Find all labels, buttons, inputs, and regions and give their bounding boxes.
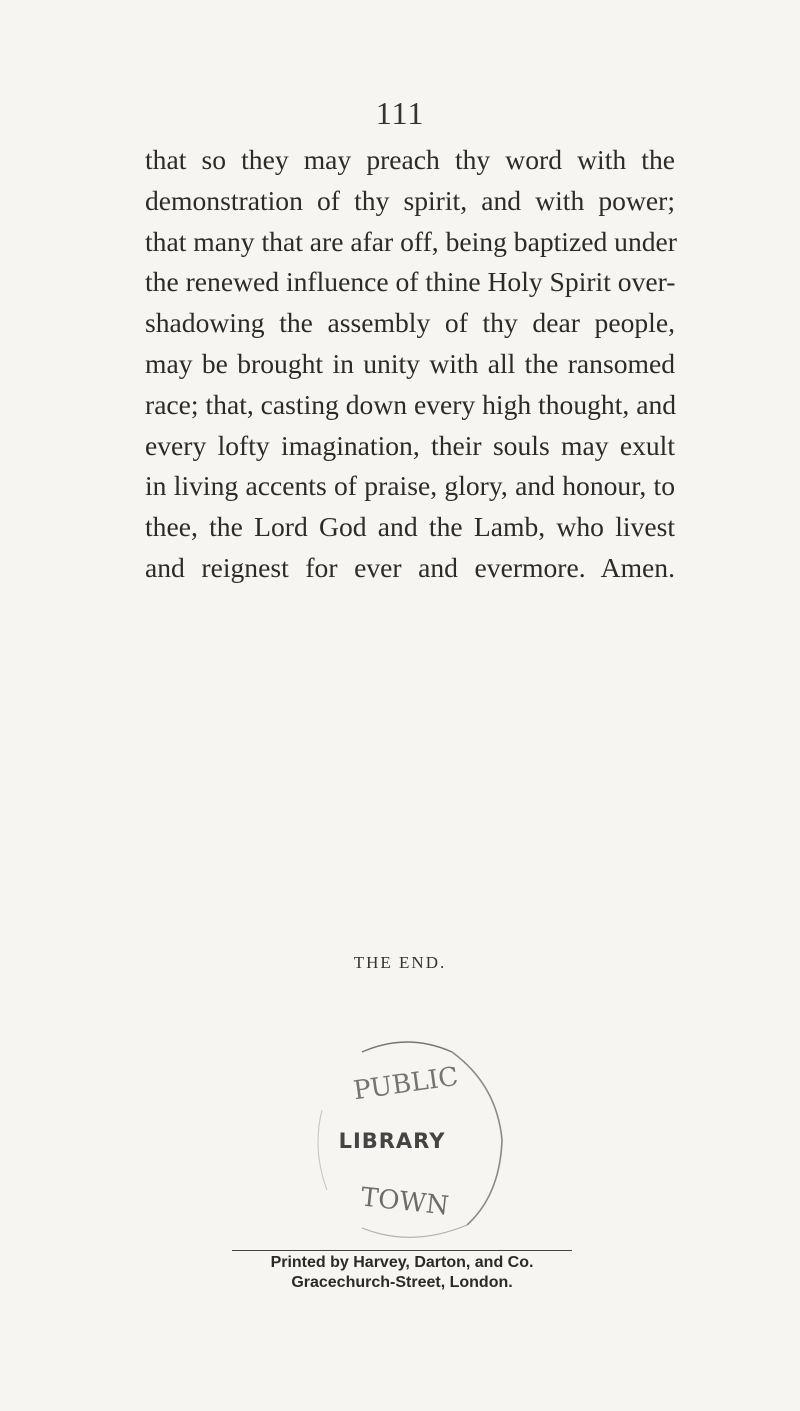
stamp-top-text: PUBLIC: [351, 1061, 461, 1107]
text-line: shadowing the assembly of thy dear people,: [145, 307, 675, 339]
text-line: every lofty imagination, their souls may exult: [145, 429, 675, 461]
prayer-text: [145, 140, 675, 589]
text-line: and reignest for ever and evermore. Amen.: [145, 551, 675, 583]
text-line: thee, the Lord God and the Lamb, who livest: [145, 511, 675, 543]
text-line: may be brought in unity with all the ransomed: [145, 347, 675, 379]
imprint-line-1: Printed by Harvey, Darton, and Co.: [270, 1254, 534, 1271]
text-line: in living accents of praise, glory, and honour, to: [145, 470, 675, 502]
stamp-bottom-text: TOWN: [359, 1182, 451, 1222]
text-line: demonstration of thy spirit, and with power;: [145, 184, 675, 216]
text-line: that many that are afar off, being baptized under: [145, 225, 677, 257]
imprint-line-2: Gracechurch-Street, London.: [291, 1274, 513, 1291]
printer-imprint: [232, 1250, 572, 1293]
text-line: the renewed influence of thine Holy Spirit over-: [145, 266, 676, 298]
page-number: 111: [375, 95, 425, 131]
imprint-rule: [232, 1250, 572, 1251]
text-line: that so they may preach thy word with the: [145, 144, 675, 175]
text-line: race; that, casting down every high thought, and: [145, 388, 677, 420]
library-stamp-icon: [292, 1030, 522, 1245]
the-end-mark: THE END.: [353, 953, 447, 972]
stamp-middle-text: LIBRARY: [338, 1129, 446, 1153]
